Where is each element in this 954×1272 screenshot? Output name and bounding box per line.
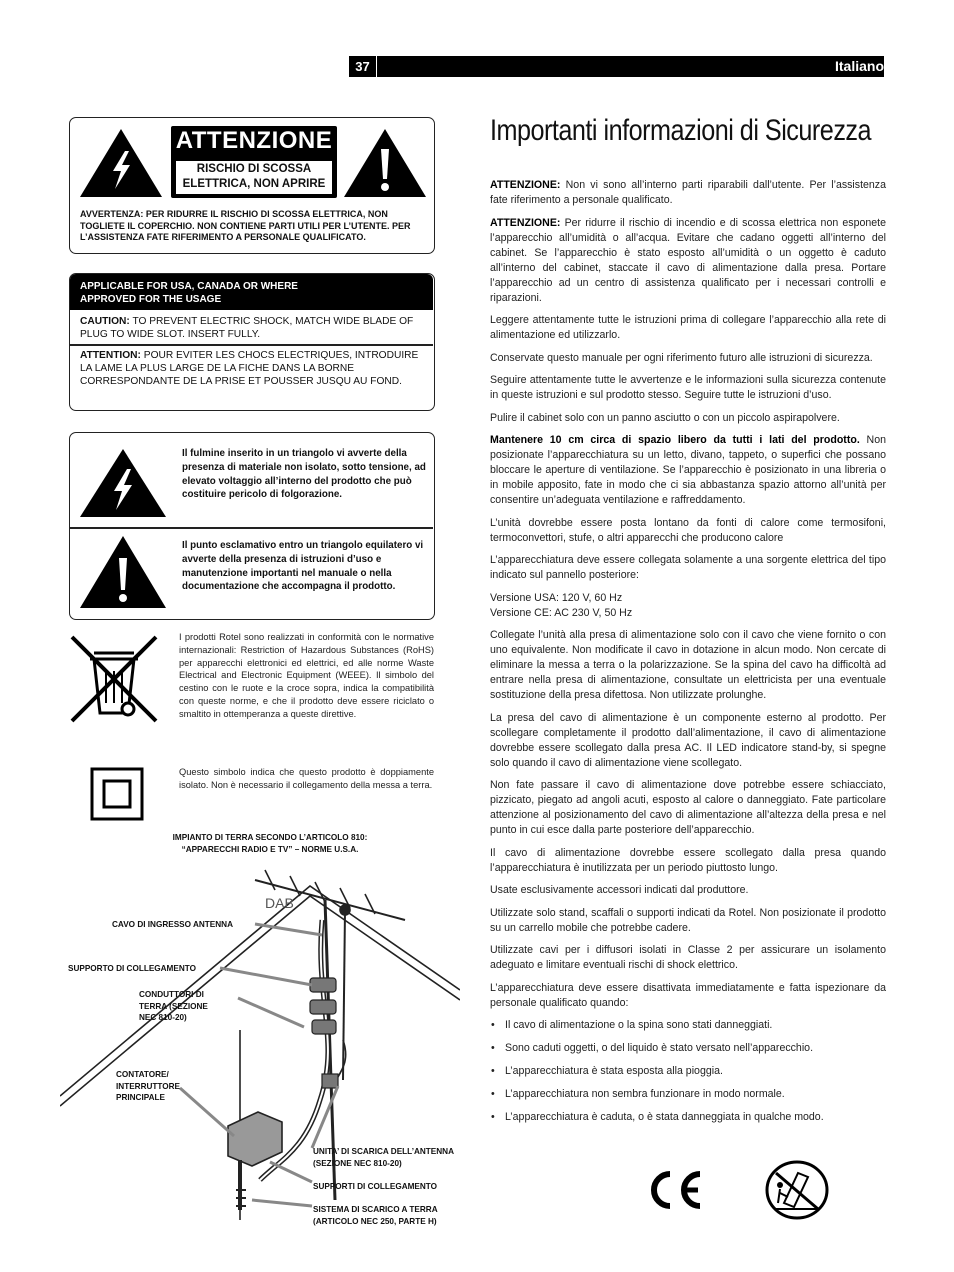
double-insulation-text: Questo simbolo indica che questo prodotto è doppiamente isolato. Non è necessario il collegamento della messa a terra. <box>179 767 434 790</box>
body-paragraph <box>490 216 886 306</box>
body-text: Collegate l’unità alla presa di alimentazione solo con il cavo che viene fornito o con uno equivalente. Non modificate il cavo in dotazione in alcun modo. Non cercate di eliminare la messa a terra o la polarizzazione. Se la spina del cavo ha difficoltà ad entrare nella presa di alimentazione, consultate un elettricista per una eventuale sostituzione della presa difettosa. Non utilizzate prolunghe. <box>490 629 886 701</box>
body-text: L’unità dovrebbe essere posta lontano da fonti di calore come termosifoni, termoconvettori, stufe, o altri apparecchi che producono calore <box>490 516 886 544</box>
bullet-list <box>490 1018 886 1125</box>
body-text: La presa del cavo di alimentazione è un componente esterno al prodotto. Per scollegare completamente il prodotto dall’alimentazione, il cavo di alimentazione dovrebbe essere scollegato dalla presa AC. Il LED indicatore stand-by, si spegne solo quando il cavo di alimentazione viene scollegato. <box>490 711 886 769</box>
body-text: L’apparecchiatura deve essere collegata solamente a una sorgente elettrica del tipo indicato sul pannello posteriore: <box>490 554 886 581</box>
attention-sublabel-line: RISCHIO DI SCOSSA <box>196 163 312 175</box>
attention-label: ATTENZIONE <box>175 127 333 154</box>
body-paragraph <box>490 516 886 546</box>
body-text: Pulire il cabinet solo con un panno asciutto o con un piccolo aspirapolvere. <box>490 411 840 424</box>
body-text: Versione USA: 120 V, 60 Hz Versione CE: AC 230 V, 50 Hz <box>490 591 633 619</box>
body-paragraph <box>490 411 886 426</box>
body-text: Per ridurre il rischio di incendio e di scossa elettrica non esponete l’apparecchio all’umidità o all’acqua. Evitare che cadano oggetti all’interno del cabinet. Se l’apparecchio è stato esposto all’umidità o un oggetto è caduto all’interno del cabinet, staccate il cavo di alimentazione dalla presa. Portare l’apparecchio ad un centro di assistenza qualificato per i necessari controlli e riparazioni. <box>490 216 886 304</box>
label-clamps: SUPPORTI DI COLLEGAMENTO <box>313 1182 438 1191</box>
double-insulation-icon <box>90 767 144 821</box>
grounding-title-line: IMPIANTO DI TERRA SECONDO L’ARTICOLO 810: <box>172 833 368 842</box>
body-paragraph <box>490 711 886 771</box>
divider <box>70 527 433 529</box>
label-conductors <box>139 989 208 1024</box>
label-line: (SEZIONE NEC 810-20) <box>313 1158 402 1168</box>
body-text: Non vi sono all’interno parti riparabili dall’utente. Per l’assistenza fate riferimento a personale qualificato. <box>490 179 886 206</box>
exclamation-triangle-icon <box>78 534 168 610</box>
list-item: • L’apparecchiatura non sembra funzionare in modo normale. <box>490 1087 886 1102</box>
warning-text: AVVERTENZA: PER RIDURRE IL RISCHIO DI SCOSSA ELETTRICA, NON TOGLIETE IL COPERCHIO. NON CONTIENE PARTI UTILI PER L’UTENTE. PER L’ASSISTENZA FATE RIFERIMENTO A PERSONALE QUALIFICATO. <box>80 209 411 243</box>
body-bold: Mantenere 10 cm circa di spazio libero da tutti i lati del prodotto. <box>490 434 860 446</box>
weee-text: I prodotti Rotel sono realizzati in conformità con le normative internazionali: Restriction of Hazardous Substances (RoHS) per apparecchi elettronici ed elettrici, ed alle norme Waste Electrical and Electronic Equipment (WEEE). Il simbolo del cestino con le ruote e la croce sopra, indica la compatibilità con queste norme, e che il prodotto deve essere riciclato o smaltito in ottemperanza a queste direttive. <box>179 632 434 719</box>
divider <box>70 344 433 346</box>
body-paragraph <box>490 433 886 508</box>
grounding-title-line: “APPARECCHI RADIO E TV” – NORME U.S.A. <box>181 845 359 854</box>
body-text: Non posizionate l’apparecchiatura su un letto, divano, tappeto, o superfici che possano bloccare le aperture di ventilazione. Se l’apparecchio è posizionato in una libreria o in mobile apposito, fate in modo che ci sia abbastanza spazio attorno all’unità per consentire un’adeguata ventilazione e raffreddamento. <box>490 434 886 506</box>
label-line: (ARTICOLO NEC 250, PARTE H) <box>313 1216 437 1226</box>
body-text: Utilizzate solo stand, scaffali o supporti indicati da Rotel. Non posizionate il prodotto su un carrello mobile che potrebbe cadere. <box>490 906 886 934</box>
exclamation-explanation: Il punto esclamativo entro un triangolo equilatero vi avverte della presenza di istruzioni d’uso e manutenzione importanti nel manuale o nella documentazione che accompagna il prodotto. <box>182 540 424 593</box>
applicable-heading-line: APPLICABLE FOR USA, CANADA OR WHERE <box>80 281 298 292</box>
attention-sublabel-line: ELETTRICA, NON APRIRE <box>182 178 326 190</box>
body-paragraph <box>490 981 886 1011</box>
body-text: Leggere attentamente tutte le istruzioni prima di collegare l’apparecchio alla rete di alimentazione ed utilizzarlo. <box>490 314 886 341</box>
body-paragraph <box>490 373 886 403</box>
label-line: CONDUTTORI DI <box>139 990 204 999</box>
body-paragraph <box>490 943 886 973</box>
list-item: • Sono caduti oggetti, o del liquido è stato versato nell’apparecchio. <box>490 1041 886 1056</box>
page-title: Importanti informazioni di Sicurezza <box>490 114 872 147</box>
applicable-heading-line: APPROVED FOR THE USAGE <box>80 294 222 305</box>
grounding-title <box>130 832 410 856</box>
body-paragraph <box>490 778 886 838</box>
dab-watermark: DAB <box>265 895 294 911</box>
body-text: Utilizzate cavi per i diffusori isolati in Classe 2 per assicurare un isolamento adeguato e limitare eventuali rischi di shock elettrico. <box>490 944 886 971</box>
label-antenna-lead: CAVO DI INGRESSO ANTENNA <box>112 920 234 929</box>
caution-label: CAUTION: <box>80 316 130 327</box>
body-column <box>490 178 886 1133</box>
body-paragraph <box>490 628 886 703</box>
body-paragraph <box>490 351 886 366</box>
body-text: Usate esclusivamente accessori indicati dal produttore. <box>490 884 749 896</box>
body-text: Il cavo di alimentazione dovrebbe essere scollegato dalla presa quando l’apparecchiatura è inutilizzata per un periodo piuttosto lungo. <box>490 846 886 874</box>
weee-bin-icon <box>66 631 162 727</box>
list-item: • L’apparecchiatura è caduta, o è stata danneggiata in qualche modo. <box>490 1110 886 1125</box>
applicable-heading <box>70 274 433 310</box>
label-electrode <box>313 1204 438 1227</box>
label-service <box>116 1069 180 1104</box>
body-paragraph <box>490 846 886 876</box>
body-paragraph <box>490 883 886 898</box>
label-line: UNITA’ DI SCARICA DELL’ANTENNA <box>313 1147 455 1156</box>
list-item: • Il cavo di alimentazione o la spina sono stati danneggiati. <box>490 1018 886 1033</box>
label-discharge <box>313 1146 454 1169</box>
list-item: • L’apparecchiatura è stata esposta alla pioggia. <box>490 1064 886 1079</box>
body-paragraph <box>490 591 886 621</box>
label-line: INTERRUTTORE <box>116 1081 180 1091</box>
label-line: PRINCIPALE <box>116 1093 165 1102</box>
cart-warning-icon <box>764 1159 830 1221</box>
lightning-triangle-icon <box>78 127 164 199</box>
exclamation-triangle-icon <box>342 127 428 199</box>
label-line: NEC 810-20) <box>139 1013 187 1022</box>
body-text: L’apparecchiatura deve essere disattivata immediatamente e fatta ispezionare da personale qualificato quando: <box>490 981 886 1009</box>
ce-mark-icon <box>646 1168 704 1212</box>
body-text: Seguire attentamente tutte le avvertenze e le informazioni sulla sicurezza contenute in queste istruzioni e sul prodotto stesso. Seguire tutte le istruzioni d’uso. <box>490 374 886 401</box>
body-paragraph <box>490 553 886 583</box>
attention-fr-label: ATTENTION: <box>80 350 141 361</box>
label-clamp: SUPPORTO DI COLLEGAMENTO <box>68 964 196 973</box>
body-bold: ATTENZIONE: <box>490 179 561 191</box>
caution-text <box>80 315 430 341</box>
attention-sublabel <box>175 160 333 195</box>
header-bar <box>377 56 884 77</box>
label-line: TERRA (SEZIONE <box>139 1001 208 1011</box>
body-bold: ATTENZIONE: <box>490 216 561 229</box>
body-text: Non fate passare il cavo di alimentazione dove potrebbe essere schiacciato, pizzicato, piegato ad angoli acuti, esposto al calore o danneggiato. Fate particolare attenzione al posizionamento del cavo di alimentazione all’altezza della presa e nel punto in cui esce dalla parte posteriore dell’apparecchio. <box>490 779 886 836</box>
header-language: Italiano <box>834 58 884 74</box>
attention-text <box>80 349 430 388</box>
caution-body: TO PREVENT ELECTRIC SHOCK, MATCH WIDE BLADE OF PLUG TO WIDE SLOT. INSERT FULLY. <box>80 316 414 340</box>
attention-fr-body: POUR EVITER LES CHOCS ELECTRIQUES, INTRODUIRE LA LAME LA PLUS LARGE DE LA FICHE DANS LA BORNE CORRESPONDANTE DE LA PRISE ET POUSSER JUSQU AU FOND. <box>80 350 419 387</box>
lightning-explanation: Il fulmine inserito in un triangolo vi avverte della presenza di materiale non isolato, sotto tensione, ad elevato voltaggio all’interno del prodotto che può costituire pericolo di folgorazione. <box>182 448 426 501</box>
page-number: 37 <box>349 56 376 77</box>
label-line: SISTEMA DI SCARICO A TERRA <box>313 1205 438 1214</box>
lightning-triangle-icon <box>78 447 168 519</box>
body-text: Conservate questo manuale per ogni riferimento futuro alle istruzioni di sicurezza. <box>490 351 873 364</box>
body-paragraph <box>490 178 886 208</box>
body-paragraph <box>490 906 886 936</box>
body-paragraph <box>490 313 886 343</box>
label-line: CONTATORE/ <box>116 1070 169 1079</box>
